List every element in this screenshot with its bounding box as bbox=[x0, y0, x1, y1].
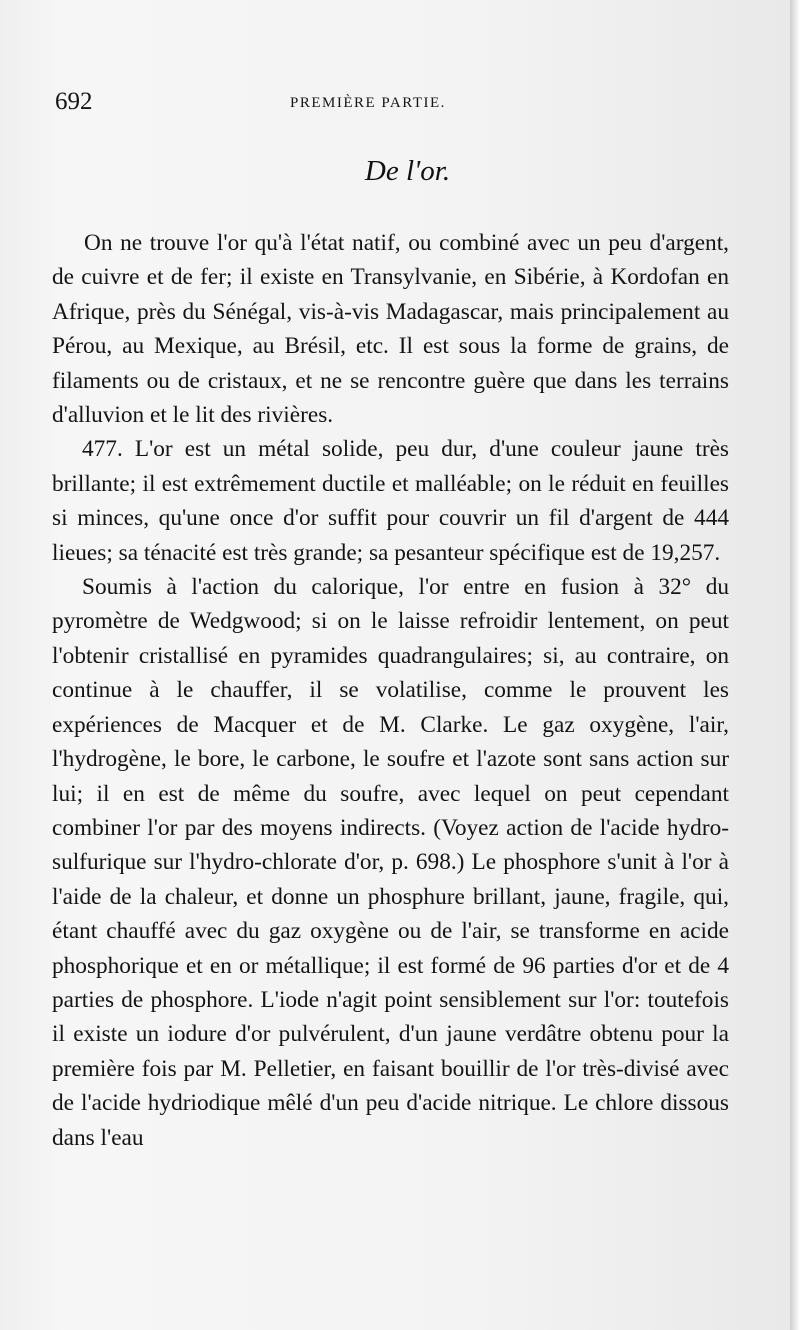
page-number: 692 bbox=[55, 88, 93, 115]
body-text bbox=[52, 226, 729, 1155]
paragraph: Soumis à l'action du calorique, l'or entre en fusion à 32° du pyromètre de Wedgwood; si on le laisse refroidir lentement, on peut l'obtenir cristallisé en pyramides quadrangulaires; si, au contraire, on continue à le chauffer, il se volatilise, comme le prouvent les expériences de Macquer et de M. Clarke. Le gaz oxygène, l'air, l'hydrogène, le bore, le carbone, le soufre et l'azote sont sans action sur lui; il en est de même du soufre, avec lequel on peut cependant combiner l'or par des moyens indirects. (Voyez action de l'acide hydro-sulfurique sur l'hydro-chlorate d'or, p. 698.) Le phosphore s'unit à l'or à l'aide de la chaleur, et donne un phosphure brillant, jaune, fragile, qui, étant chauffé avec du gaz oxygène ou de l'air, se transforme en acide phosphorique et en or métallique; il est formé de 96 parties d'or et de 4 parties de phosphore. L'iode n'agit point sensiblement sur l'or: toutefois il existe un iodure d'or pulvérulent, d'un jaune verdâtre obtenu pour la première fois par M. Pelletier, en faisant bouillir de l'or très-divisé avec de l'acide hydriodique mêlé d'un peu d'acide nitrique. Le chlore dissous dans l'eau bbox=[52, 574, 729, 1151]
paragraph: On ne trouve l'or qu'à l'état natif, ou combiné avec un peu d'argent, de cuivre et de fer; il existe en Transylvanie, en Sibérie, à Kordofan en Afrique, près du Sénégal, vis-à-vis Madagascar, mais principalement au Pérou, au Mexique, au Brésil, etc. Il est sous la forme de grains, de filaments ou de cristaux, et ne se rencontre guère que dans les terrains d'alluvion et le lit des rivières. bbox=[52, 230, 729, 429]
paragraph: 477. L'or est un métal solide, peu dur, d'une couleur jaune très brillante; il est extrêmement ductile et malléable; on le réduit en feuilles si minces, qu'une once d'or suffit pour couvrir un fil d'argent de 444 lieues; sa ténacité est très grande; sa pesanteur spécifique est de 19,257. bbox=[52, 436, 729, 566]
section-title: De l'or. bbox=[364, 155, 451, 187]
running-title: PREMIÈRE PARTIE. bbox=[290, 95, 446, 111]
page-header bbox=[55, 88, 725, 122]
